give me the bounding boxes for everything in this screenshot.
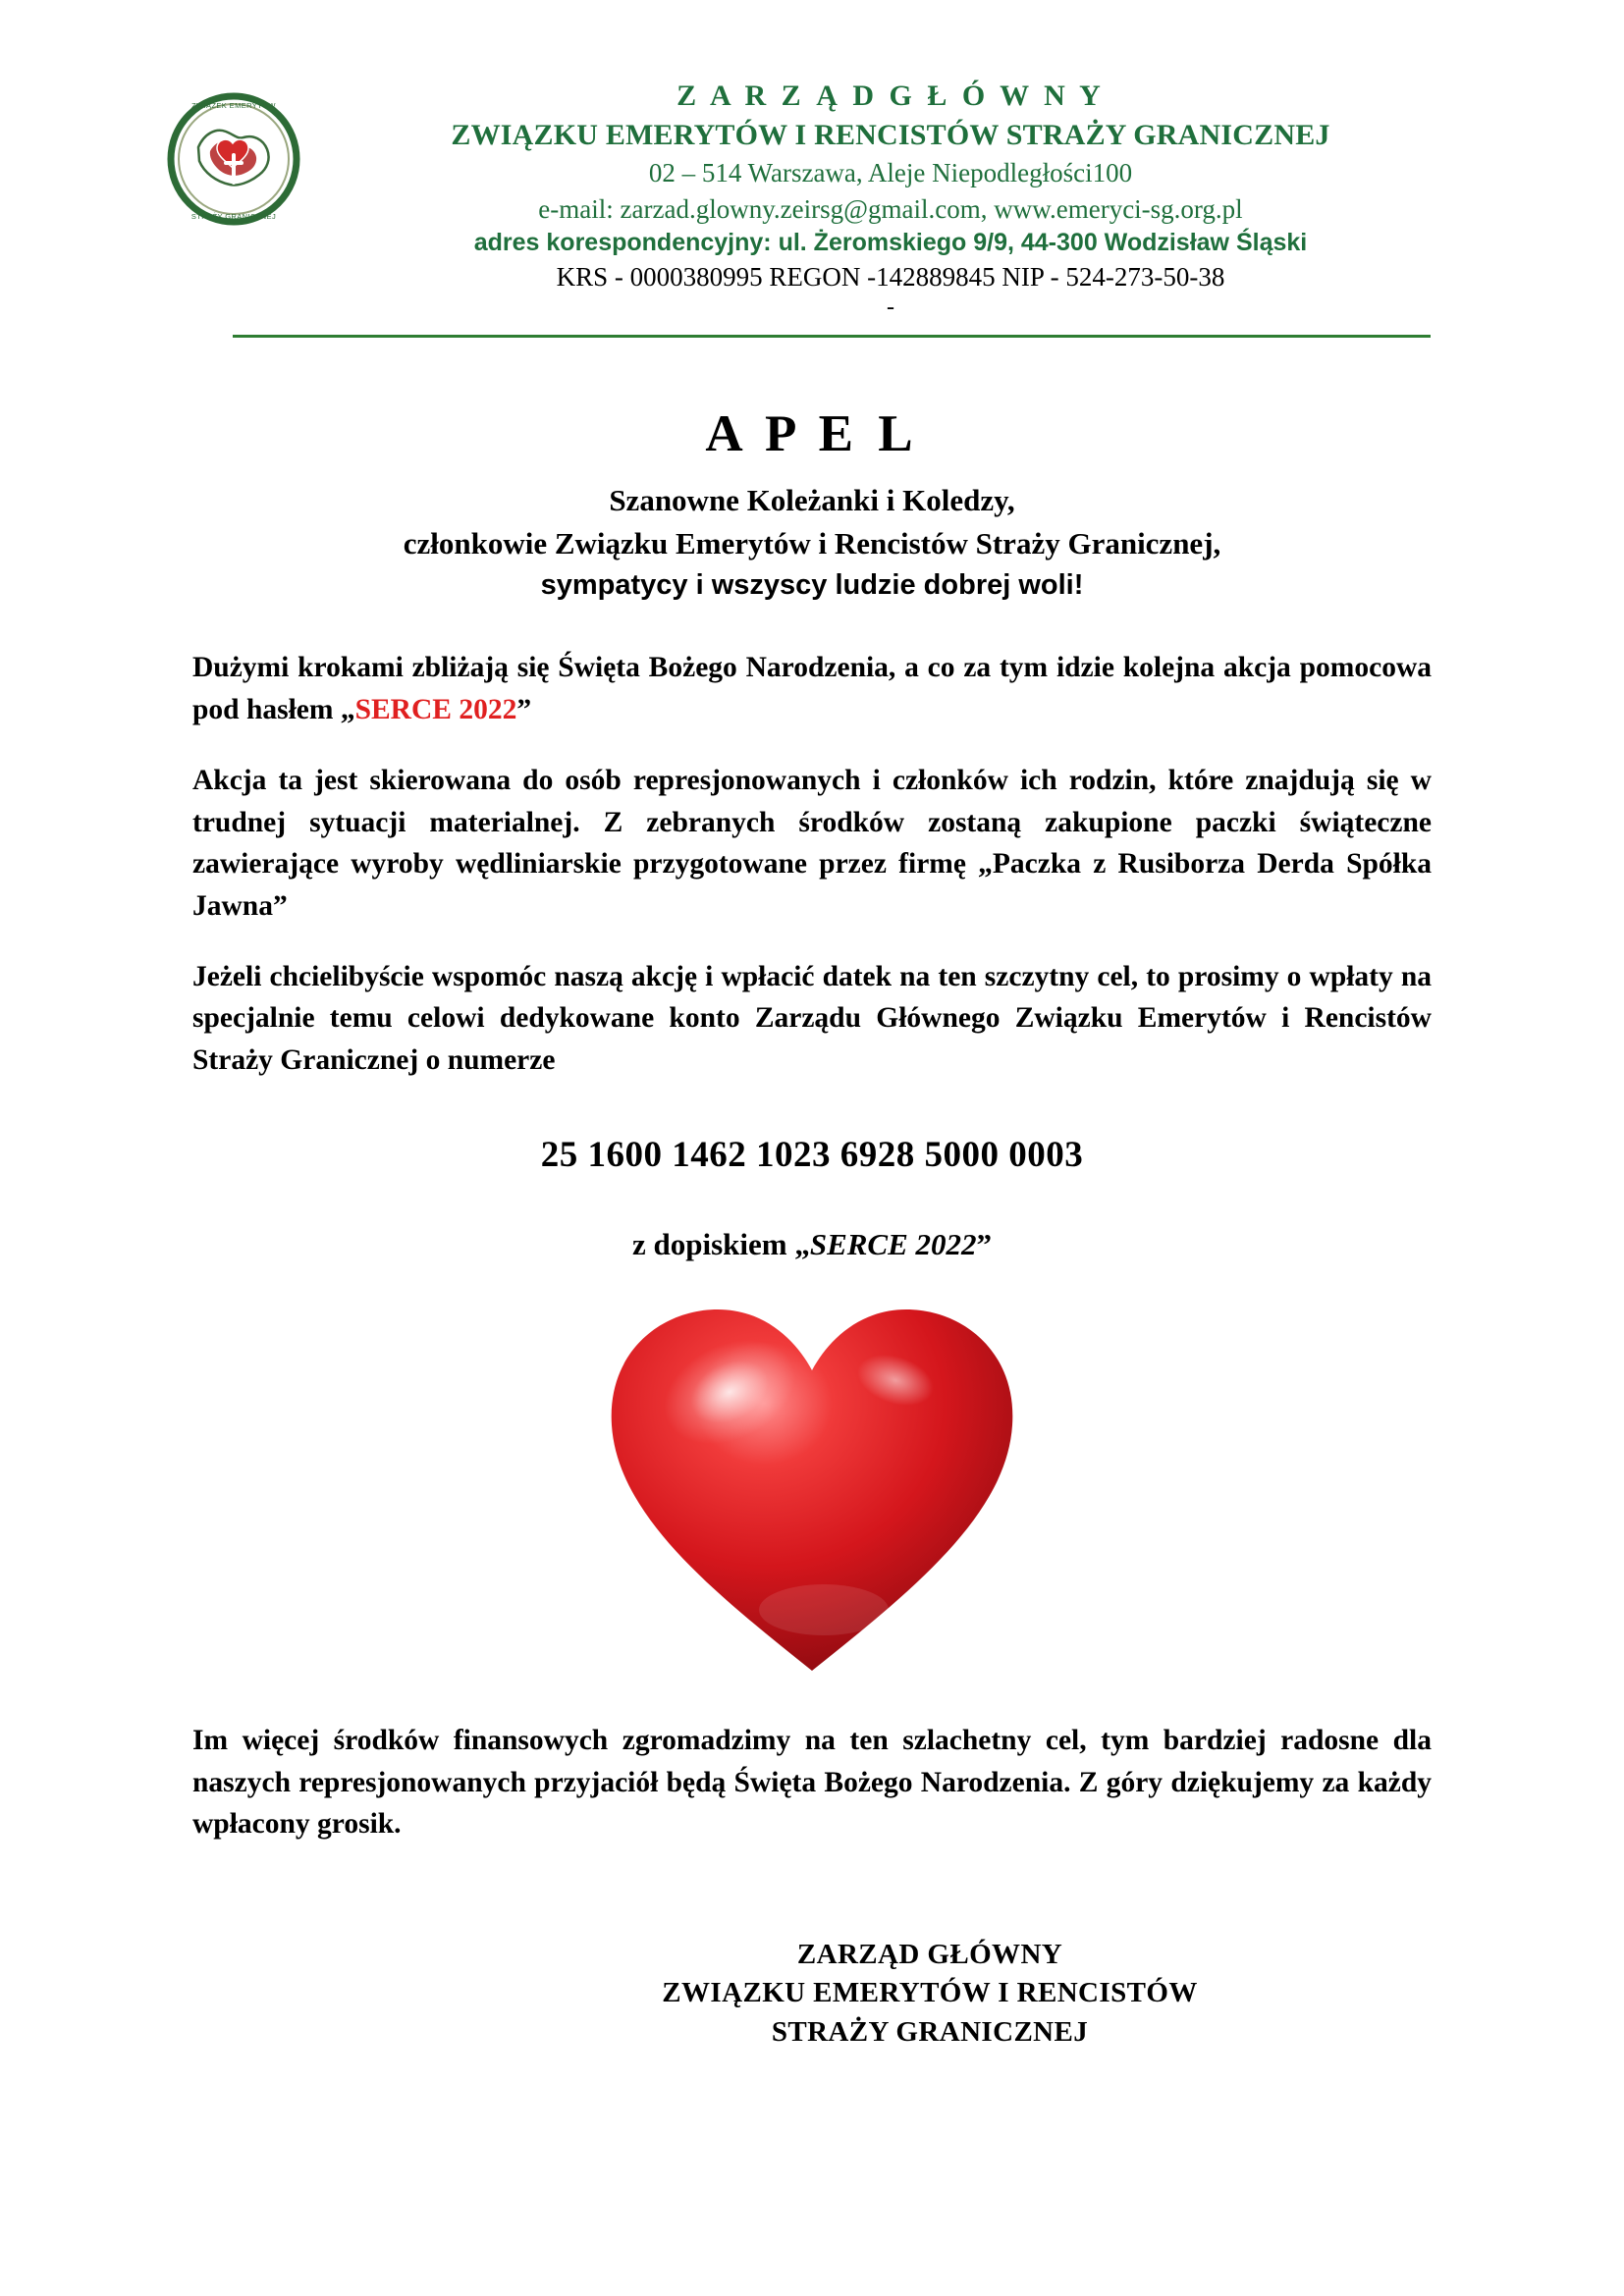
svg-text:ZWIĄZEK EMERYTÓW: ZWIĄZEK EMERYTÓW [191,101,276,110]
organization-logo-icon [165,90,302,228]
header-dash: - [887,294,894,321]
signature-block [192,1936,1432,2052]
signature-line-3: STRAŻY GRANICZNEJ [771,2015,1089,2048]
signature-line-1: ZARZĄD GŁÓWNY [796,1938,1063,1970]
paragraph-2: Akcja ta jest skierowana do osób represjonowanych i członków ich rodzin, które znajdują się w trudnej sytuacji materialnej. Z zebranych środków zostaną zakupione paczki świąteczne zawierające wyroby wędliniarskie przygotowane przez firmę „Paczka z Rusiborza Derda Spółka Jawna” [192,765,1432,922]
signature-line-2: ZWIĄZKU EMERYTÓW I RENCISTÓW [662,1977,1198,2009]
svg-text:STRAŻY GRANICZNEJ: STRAŻY GRANICZNEJ [190,212,277,221]
org-title-line1: Z A R Z Ą D G Ł Ó W N Y [677,80,1105,112]
paragraph-4: Im więcej środków finansowych zgromadzimy na ten szlachetny cel, tym bardziej radosne dla naszych represjonowanych przyjaciół będą Święta Bożego Narodzenia. Z góry dziękujemy za każdy wpłacony grosik. [192,1725,1432,1841]
page-title: A P E L [705,405,919,462]
paragraph-1-text-before: Dużymi krokami zbliżają się Święta Bożego Narodzenia, a co za tym idzie kolejna akcja pomocowa pod hasłem „ [192,652,1432,725]
paragraph-1-text-after: ” [516,693,532,725]
org-address: 02 – 514 Warszawa, Aleje Niepodległości100 [648,158,1133,188]
transfer-note-suffix: ” [976,1227,993,1262]
campaign-name-highlight: SERCE 2022 [354,693,517,725]
salutation-line-2: członkowie Związku Emerytów i Rencistów Straży Granicznej, [403,526,1221,561]
bank-account-number: 25 1600 1462 1023 6928 5000 0003 [540,1135,1084,1176]
header-divider [233,335,1431,338]
salutation-line-3: sympatycy i wszyscy ludzie dobrej woli! [540,569,1084,602]
org-correspondence-address: adres korespondencyjny: ul. Żeromskiego 9/9, 44-300 Wodzisław Śląski [473,228,1308,256]
heart-illustration [192,1298,1432,1690]
paragraph-3: Jeżeli chcielibyście wspomóc naszą akcję i wpłacić datek na ten szczytny cel, to prosimy o wpłaty na specjalnie temu celowi dedykowane konto Zarządu Głównego Związku Emerytów i Rencistów Straży Granicznej o numerze [192,961,1432,1076]
org-registration-numbers: KRS - 0000380995 REGON -142889845 NIP - 524-273-50-38 [556,262,1225,293]
paragraph-1 [192,647,1432,730]
letterhead [0,0,1624,371]
letterhead-text [157,77,1506,321]
org-email-website: e-mail: zarzad.glowny.zeirsg@gmail.com, www.emeryci-sg.org.pl [538,193,1243,224]
transfer-note-prefix: z dopiskiem „ [631,1227,810,1262]
salutation-line-1: Szanowne Koleżanki i Koledzy, [609,483,1015,517]
salutation [192,479,1432,606]
transfer-note [192,1227,1432,1262]
document-body [0,404,1624,2052]
org-title-line2: ZWIĄZKU EMERYTÓW I RENCISTÓW STRAŻY GRANICZNEJ [451,119,1330,152]
transfer-note-value: SERCE 2022 [809,1227,977,1262]
red-heart-icon [596,1298,1028,1690]
